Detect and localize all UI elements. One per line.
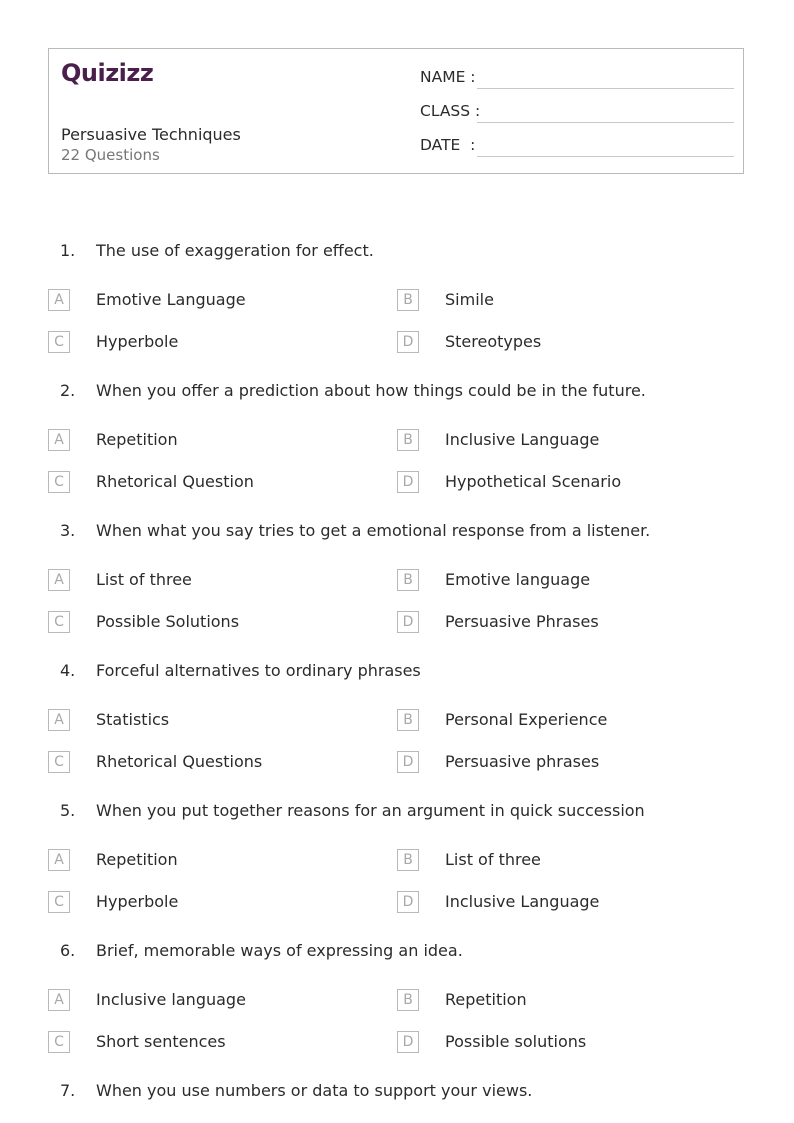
question-text: The use of exaggeration for effect. xyxy=(96,241,374,260)
date-line[interactable] xyxy=(477,156,734,157)
option-letter-box: C xyxy=(48,1031,70,1053)
option-text: Repetition xyxy=(445,990,527,1009)
class-label: CLASS : xyxy=(420,102,481,120)
option-b[interactable] xyxy=(397,289,727,313)
question-number: 5. xyxy=(60,801,76,820)
option-text: Repetition xyxy=(96,430,178,449)
option-text: Simile xyxy=(445,290,494,309)
class-field[interactable] xyxy=(420,102,734,126)
question-text: Brief, memorable ways of expressing an idea. xyxy=(96,941,463,960)
option-letter-box: D xyxy=(397,471,419,493)
option-a[interactable] xyxy=(48,849,378,873)
option-c[interactable] xyxy=(48,471,378,495)
class-line[interactable] xyxy=(477,122,734,123)
option-text: List of three xyxy=(445,850,541,869)
option-text: Hyperbole xyxy=(96,332,179,351)
option-text: Emotive language xyxy=(445,570,591,589)
option-a[interactable] xyxy=(48,569,378,593)
option-text: Stereotypes xyxy=(445,332,542,351)
option-text: Hypothetical Scenario xyxy=(445,472,622,491)
option-d[interactable] xyxy=(397,331,727,355)
question-count: 22 Questions xyxy=(61,146,160,164)
question-text: When you put together reasons for an argument in quick succession xyxy=(96,801,645,820)
option-c[interactable] xyxy=(48,891,378,915)
option-letter-box: B xyxy=(397,709,419,731)
option-a[interactable] xyxy=(48,709,378,733)
option-letter-box: C xyxy=(48,471,70,493)
option-text: Personal Experience xyxy=(445,710,608,729)
question-text: Forceful alternatives to ordinary phrases xyxy=(96,661,421,680)
option-text: Rhetorical Question xyxy=(96,472,254,491)
option-letter-box: B xyxy=(397,289,419,311)
option-letter-box: D xyxy=(397,1031,419,1053)
option-d[interactable] xyxy=(397,891,727,915)
option-a[interactable] xyxy=(48,429,378,453)
name-label: NAME : xyxy=(420,68,476,86)
option-letter-box: C xyxy=(48,751,70,773)
option-letter-box: D xyxy=(397,751,419,773)
option-d[interactable] xyxy=(397,471,727,495)
question-text: When you use numbers or data to support your views. xyxy=(96,1081,533,1100)
question-4 xyxy=(0,661,794,691)
date-label: DATE : xyxy=(420,136,476,154)
worksheet-header xyxy=(48,48,744,174)
option-text: Possible Solutions xyxy=(96,612,240,631)
option-letter-box: C xyxy=(48,891,70,913)
question-text: When what you say tries to get a emotional response from a listener. xyxy=(96,521,651,540)
option-b[interactable] xyxy=(397,429,727,453)
question-1 xyxy=(0,241,794,271)
option-letter-box: B xyxy=(397,569,419,591)
option-letter-box: C xyxy=(48,611,70,633)
option-letter-box: B xyxy=(397,429,419,451)
option-text: List of three xyxy=(96,570,192,589)
option-letter-box: A xyxy=(48,429,70,451)
name-field[interactable] xyxy=(420,68,734,92)
option-letter-box: C xyxy=(48,331,70,353)
question-number: 1. xyxy=(60,241,76,260)
option-text: Possible solutions xyxy=(445,1032,587,1051)
question-number: 3. xyxy=(60,521,76,540)
question-6 xyxy=(0,941,794,971)
option-a[interactable] xyxy=(48,989,378,1013)
option-letter-box: D xyxy=(397,891,419,913)
question-number: 6. xyxy=(60,941,76,960)
question-5 xyxy=(0,801,794,831)
option-text: Statistics xyxy=(96,710,170,729)
option-c[interactable] xyxy=(48,751,378,775)
option-text: Short sentences xyxy=(96,1032,226,1051)
question-number: 2. xyxy=(60,381,76,400)
question-number: 4. xyxy=(60,661,76,680)
option-d[interactable] xyxy=(397,1031,727,1055)
option-text: Repetition xyxy=(96,850,178,869)
option-a[interactable] xyxy=(48,289,378,313)
option-letter-box: B xyxy=(397,849,419,871)
option-text: Emotive Language xyxy=(96,290,246,309)
option-c[interactable] xyxy=(48,611,378,635)
option-c[interactable] xyxy=(48,1031,378,1055)
option-letter-box: A xyxy=(48,569,70,591)
question-3 xyxy=(0,521,794,551)
quizizz-logo: Quizizz xyxy=(61,59,154,87)
option-c[interactable] xyxy=(48,331,378,355)
option-text: Inclusive language xyxy=(96,990,246,1009)
option-d[interactable] xyxy=(397,611,727,635)
option-text: Inclusive Language xyxy=(445,892,600,911)
option-letter-box: A xyxy=(48,989,70,1011)
option-text: Rhetorical Questions xyxy=(96,752,263,771)
question-text: When you offer a prediction about how things could be in the future. xyxy=(96,381,646,400)
option-text: Hyperbole xyxy=(96,892,179,911)
option-b[interactable] xyxy=(397,569,727,593)
option-text: Persuasive Phrases xyxy=(445,612,599,631)
question-2 xyxy=(0,381,794,411)
option-letter-box: B xyxy=(397,989,419,1011)
option-letter-box: A xyxy=(48,849,70,871)
worksheet-title: Persuasive Techniques xyxy=(61,125,241,144)
date-field[interactable] xyxy=(420,136,734,160)
option-d[interactable] xyxy=(397,751,727,775)
option-letter-box: A xyxy=(48,709,70,731)
option-letter-box: D xyxy=(397,611,419,633)
name-line[interactable] xyxy=(477,88,734,89)
question-number: 7. xyxy=(60,1081,76,1100)
option-b[interactable] xyxy=(397,709,727,733)
option-text: Persuasive phrases xyxy=(445,752,600,771)
option-b[interactable] xyxy=(397,989,727,1013)
option-letter-box: A xyxy=(48,289,70,311)
option-letter-box: D xyxy=(397,331,419,353)
question-7 xyxy=(0,1081,794,1111)
option-b[interactable] xyxy=(397,849,727,873)
option-text: Inclusive Language xyxy=(445,430,600,449)
